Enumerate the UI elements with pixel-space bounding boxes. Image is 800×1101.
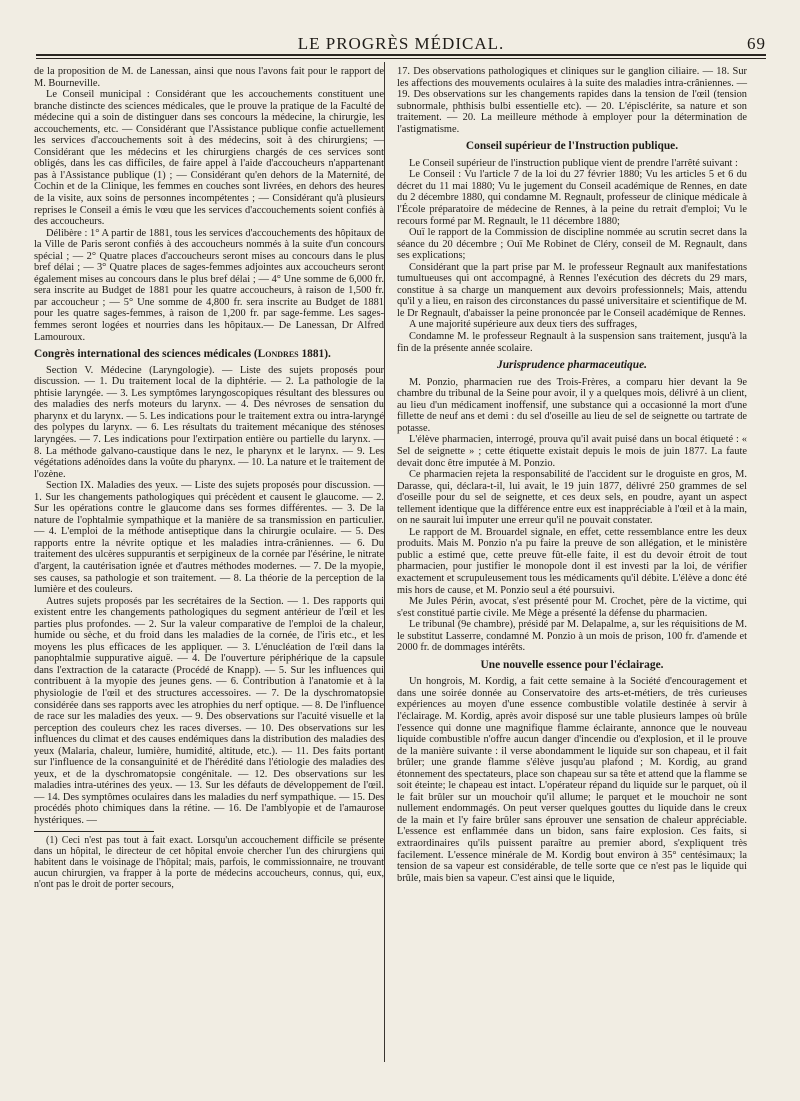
- paragraph: L'élève pharmacien, interrogé, prouva qu'il avait puisé dans un bocal étiqueté : « Sel de seignette » ; cette étiquette existait depuis le mois de juin 1877. La faute devait donc être imputée à M. Ponzio.: [397, 434, 747, 469]
- paragraph: Le Conseil municipal : Considérant que les accouchements constituent une branche distincte des sciences médicales, que le prouve la pratique de la Faculté de médecine qui a soin de distinguer dans ses concours la médecine, la chirurgie, les accouchements, etc. — Considérant que l'Assistance publique confie actuellement les services d'accouchements soit à des médecins, soit à des chirurgiens; — Considérant que les médecins et les chirurgiens chargés de ces services sont obligés, dans les cas difficiles, de faire appel à l'aide d'accoucheurs n'appartenant pas à l'Assistance publique (1) ; — Considérant qu'en dehors de la Maternité, de Cochin et de la Clinique, les femmes en couches sont livrées, en dehors des heures de la visite, aux soins de personnes incompétentes ; — Considérant qu'à plusieurs reprises le Conseil a émis le vœu que les services d'accouchements soient confiés à des accoucheurs.: [34, 89, 384, 228]
- section-heading-essence: Une nouvelle essence pour l'éclairage.: [480, 658, 664, 671]
- paragraph: Le Conseil supérieur de l'instruction publique vient de prendre l'arrêté suivant :: [409, 157, 738, 169]
- paragraph: Considérant que la part prise par M. le professeur Regnault aux manifestations tumultueuses qui ont accompagné, à Rennes l'exécution des décrets du 29 mars, constitue à sa charge un manquement aux devoirs professionnels; Mais, attendu qu'il y a lieu, en raison des circonstances du passé universitaire et scientifique de M. le Dr Regnault, d'abaisser la peine prononcée par le Conseil académique de Rennes.: [397, 261, 747, 319]
- paragraph: Me Jules Périn, avocat, s'est présenté pour M. Crochet, père de la victime, qui s'est constitué partie civile. Me Mège a présenté la défense du pharmacien.: [397, 596, 747, 619]
- heading-suffix: (Londres 1881).: [253, 348, 331, 361]
- section-heading-congres: [34, 349, 384, 361]
- paragraph: de la proposition de M. de Lanessan, ainsi que nous l'avons fait pour le rapport de M. Bourneville.: [34, 66, 384, 89]
- header-rule: [36, 58, 766, 59]
- paragraph: 17. Des observations pathologiques et cliniques sur le ganglion ciliaire. — 18. Sur les affections des mouvements oculaires à la suite des maladies intra-crâniennes. — 19. Des observations sur les changements rapides dans la tension de l'œil (tension subnormale, phthisis bulbi essentielle etc). — 20. L'épisclérite, sa nature et son traitement. — 20. La meilleure méthode à employer pour la détermination de l'astigmatisme.: [397, 66, 747, 135]
- page-number: 69: [747, 34, 766, 53]
- paragraph: Le rapport de M. Brouardel signale, en effet, cette ressemblance entre les deux produits. Mais M. Ponzio n'a pu faire la preuve de son allégation, et le ministère public a estimé que, cette preuve fût-elle faite, il est du devoir étroit de tout pharmacien, pour justifier le monopole dont il est investi par la loi, de vérifier exactement et scrupuleusement tous les médicaments qu'il débite. L'élève a donc été mis hors de cause, et M. Ponzio seul a été poursuivi.: [397, 526, 747, 596]
- journal-title: LE PROGRÈS MÉDICAL.: [297, 34, 505, 53]
- paragraph: Un hongrois, M. Kordig, a fait cette semaine à la Société d'encouragement et dans une soirée donnée au Conservatoire des arts-et-métiers, de très curieuses expériences au moyen d'une essence combustible volatile destinée à servir à l'éclairage. M. Kordig, après avoir disposé sur une table plusieurs lampes où brûle l'essence qui donne une magnifique flamme éclairante, annonce que le nouveau liquide combustible n'offre aucun danger d'incendie ou d'explosion, et il le prouve de la manière suivante : il verse abondamment le liquide sur son chapeau, et il fait brûler; une grande flamme s'élève jusqu'au plafond ; M. Kordig, au grand étonnement des spectateurs, place son chapeau sur sa tête et attend que la flamme se soit éteinte; le chapeau est intact. L'opérateur répand du liquide sur le parquet, où il le fait brûler sur un mouchoir qu'il allume; le parquet et le mouchoir ne sont nullement endommagés. On peut verser quelques gouttes du liquide dans le creux de la main et l'y faire brûler sans éprouver une sensation de chaleur appréciable. L'essence est enflammée dans un bidon, sans faire explosion. Ces faits, si extraordinaires qu'ils puissent paraître au premier abord, s'expliquent très facilement. L'essence minérale de M. Kordig bout environ à 35° centésimaux; la tension de sa vapeur est considérable, de telle sorte que ce n'est pas le liquide qui brûle, mais bien sa vapeur. C'est ainsi que le liquide,: [397, 676, 747, 884]
- column-divider: [384, 62, 385, 1062]
- footnote-rule: [34, 831, 154, 832]
- paragraph: M. Ponzio, pharmacien rue des Trois-Frères, a comparu hier devant la 9e chambre du tribunal de la Seine pour avoir, il y a quelques mois, délivré à un client, au lieu d'un médicament inoffensif, une substance qui a occasionné la mort d'une fillette de neuf ans et demi : du sel d'oseille au lieu de sel de seignette ou tartrate de potasse.: [397, 376, 747, 434]
- paragraph: Ce pharmacien rejeta la responsabilité de l'accident sur le droguiste en gros, M. Darasse, qui, déclara-t-il, lui avait, le 19 juin 1877, délivré 250 grammes de sel d'oseille pour du sel de seignette, et ces deux sels, en poudre, ayant un aspect tellement identique que la différence entre eux est inappréciable à l'œil et à la main, on ne saurait lui imputer une erreur qu'il ne pouvait constater.: [397, 469, 747, 527]
- right-column: [397, 66, 747, 884]
- left-column: [34, 66, 384, 891]
- paragraph: Section IX. Maladies des yeux. — Liste des sujets proposés pour discussion. — 1. Sur les changements pathologiques qui précèdent et causent le glaucome. — 2. Sur les opérations contre le glaucome dans ses formes différentes. — 3. De la nature de l'ophtalmie sympathique et la manière de sa transmission en particulier. — 4. L'emploi de la méthode antiseptique dans la chirurgie oculaire. — 5. Des rapports entre la névrite optique et les maladies intra-crâniennes. — 6. Du traitement des ulcères suppurantis et serpigineux de la cornée par l'ésérine, le nitrate d'argent, la cautérisation ignée et d'autres méthodes modernes. — 7. De la myopie, ses causes, sa pathologie et son traitement. — 8. La théorie de la perception de la lumière et des couleurs.: [34, 480, 384, 596]
- paragraph: Délibère : 1° A partir de 1881, tous les services d'accouchements des hôpitaux de la Ville de Paris seront confiés à des accoucheurs nommés à la suite d'un concours spécial ; — 2° Quatre places d'accoucheurs seront mises au concours dans le plus bref délai ; — 3° Quatre places de sages-femmes adjointes aux accoucheurs seront également mises au concours dans le plus bref délai ; — 4° Une somme de 6,000 fr. sera inscrite au Budget de 1881 pour les quatre accoucheurs, à raison de 1,500 fr. par accoucheur ; — 5° Une somme de 4,800 fr. sera inscrite au Budget de 1881 pour les quatre sages-femmes, à raison de 1,200 fr. par sage-femme. Les sages-femmes seront logées et nourries dans les hôpitaux.— De Lanessan, Dr Alfred Lamouroux.: [34, 227, 384, 343]
- paragraph: Le tribunal (9e chambre), présidé par M. Delapalme, a, sur les réquisitions de M. le substitut Lasserre, condamné M. Ponzio à un mois de prison, 100 fr. d'amende et 2000 fr. de dommages intérêts.: [397, 619, 747, 654]
- footnote: (1) Ceci n'est pas tout à fait exact. Lorsqu'un accouchement difficile se présente dans un hôpital, le directeur de cet hôpital envoie chercher l'un des chirurgiens qui habitent dans le voisinage de l'hôpital; mais, parfois, le commissionnaire, ne trouvant aucun chirurgien, va frapper à la porte de médecins accoucheurs, connus, qui, eux, n'ont pas le droit de porter secours,: [34, 834, 384, 891]
- heading-text: Congrès international des sciences médicales: [34, 348, 252, 361]
- paragraph: A une majorité supérieure aux deux tiers des suffrages,: [409, 319, 638, 331]
- paragraph: Autres sujets proposés par les secrétaires de la Section. — 1. Des rapports qui existent entre les changements pathologiques du segment antérieur de l'œil et les parties plus profondes. — 2. Sur la valeur comparative de l'emploi de la chaleur, humide ou sèche, et du froid dans les maladies de la cornée, de l'iris etc., et les moyens les plus efficaces de les appliquer. — 3. L'énucléation de l'œil dans la panophtalmie suppurative aiguë. — 4. De l'ouverture périphérique de la capsule dans l'extraction de la cataracte (Procédé de Knapp). — 5. Sur les influences qui contribuent à la myopie des jeunes gens. — 6. Contribution à l'anatomie et à la physiologie de l'œil et des structures accessoires. — 7. De la dyschromatopsie considérée dans ses rapports avec les atrophies du nerf optique. — 8. De l'influence de race sur les maladies des yeux. — 9. Des observations sur l'acuité visuelle et la perception des couleurs chez les races diverses. — 10. Des observations sur les influences du climat et des causes endémiques dans la distribution des maladies des yeux (Malaria, chaleur, lumière, humidité, altitude, etc.). — 11. Des faits portant sur l'influence de la consanguinité et de l'hérédité dans l'étiologie des maladies des yeux, et de la dyschromatopsie congénitale. — 12. Des observations sur les maladies intra-utérines des yeux. — 13. Sur les défauts de développement de l'œil. — 14. Des symptômes oculaires dans les maladies du nerf sympathique. — 15. Des procédés photo chimiques dans la rétine. — 16. De l'amblyopie et de l'amaurose hystériques. —: [34, 595, 384, 826]
- paragraph: Ouï le rapport de la Commission de discipline nommée au scrutin secret dans la séance du 20 décembre ; Ouï Me Robinet de Cléry, conseil de M. Regnault, dans ses explications;: [397, 227, 747, 262]
- paragraph: Section V. Médecine (Laryngologie). — Liste des sujets proposés pour discussion. — 1. Du traitement local de la diphtérie. — 2. La pathologie de la phtisie laryngée. — 3. Les symptômes laryngoscopiques résultant des blessures ou des maladies des nerfs moteurs du larynx. — 4. Des névroses de sensation du pharynx et du larynx. — 5. Les indications pour le traitement extra ou intra-laryngé des polypes du larynx. — 6. Les résultats du traitement mécanique des sténoses laryngées. — 7. Les indications pour l'extirpation entière ou partielle du larynx. — 8. La méthode galvano-caustique dans le nez, le pharynx et le larynx. — 9. Les végétations adénoïdes dans la voûte du pharynx. — 10. La nature et le traitement de l'ozène.: [34, 364, 384, 480]
- paragraph: Condamne M. le professeur Regnault à la suspension sans traitement, jusqu'à la fin de la présente année scolaire.: [397, 331, 747, 354]
- section-heading-conseil: Conseil supérieur de l'Instruction publique.: [465, 140, 679, 153]
- paragraph: Le Conseil : Vu l'article 7 de la loi du 27 février 1880; Vu les articles 5 et 6 du décret du 11 mai 1880; Vu le jugement du Conseil académique de Rennes, en date du 2 décembre 1880, qui condamne M. Regnault, professeur de clinique médicale à l'École préparatoire de médecine de Rennes, à la peine du retrait d'emploi; Vu le recours formé par M. Regnault, le 11 décembre 1880;: [397, 169, 747, 227]
- section-heading-jurisprudence: Jurisprudence pharmaceutique.: [497, 359, 647, 372]
- running-header: [36, 32, 766, 56]
